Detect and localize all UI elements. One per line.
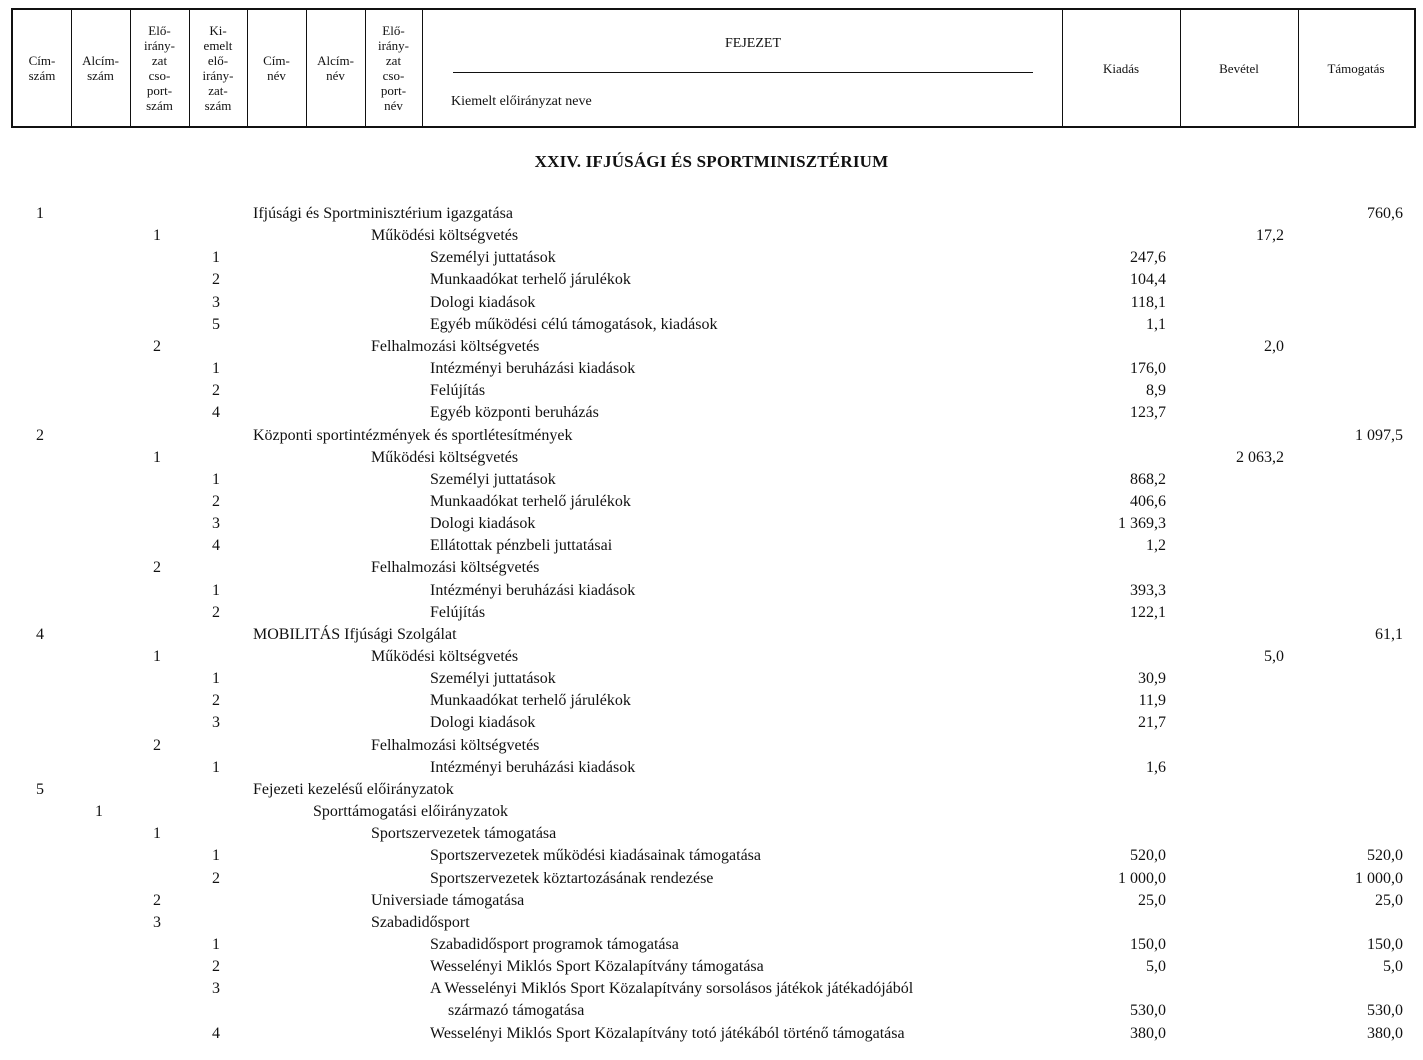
row-code: 2: [153, 891, 161, 909]
table-row: [0, 956, 1423, 978]
row-code: 1: [212, 470, 220, 488]
row-tamogatas: 61,1: [1375, 625, 1403, 643]
row-name: Ellátottak pénzbeli juttatásai: [430, 537, 613, 555]
row-code: 2: [153, 559, 161, 577]
row-name: Sporttámogatási előirányzatok: [313, 803, 509, 821]
row-kiadas: 176,0: [1130, 360, 1166, 378]
row-name: Szabadidősport: [371, 913, 470, 931]
row-tamogatas: 530,0: [1367, 1002, 1403, 1020]
table-row: [0, 469, 1423, 491]
header-cim-szam: Cím- szám: [13, 10, 72, 126]
row-code: 2: [212, 958, 220, 976]
row-kiadas: 1 000,0: [1118, 869, 1166, 887]
row-tamogatas: 1 000,0: [1355, 869, 1403, 887]
row-name: Wesselényi Miklós Sport Közalapítvány totó játékából történő támogatása: [430, 1024, 905, 1042]
row-name: Személyi juttatások: [430, 249, 556, 267]
row-code: 2: [153, 337, 161, 355]
table-row: [0, 557, 1423, 579]
row-code: 4: [36, 625, 44, 643]
row-bevetel: 2 063,2: [1236, 448, 1284, 466]
row-kiadas: 1,6: [1146, 758, 1166, 776]
row-name: Központi sportintézmények és sportlétesítmények: [253, 426, 573, 444]
row-name: Ifjúsági és Sportminisztérium igazgatása: [253, 205, 513, 222]
table-header: [11, 8, 1416, 128]
header-kiemelt-eloiranyzat-szam: Ki- emelt elő- irány- zat- szám: [189, 10, 248, 126]
page-title: XXIV. IFJÚSÁGI ÉS SPORTMINISZTÉRIUM: [534, 152, 889, 171]
row-tamogatas: 1 097,5: [1355, 426, 1403, 444]
table-row: [0, 624, 1423, 646]
row-tamogatas: 520,0: [1367, 847, 1403, 865]
row-code: 2: [212, 603, 220, 621]
table-row: [0, 668, 1423, 690]
row-name: Felújítás: [430, 603, 486, 621]
row-kiadas: 123,7: [1130, 404, 1166, 422]
row-code: 1: [212, 935, 220, 953]
row-code: 1: [153, 825, 161, 843]
row-code: 5: [36, 780, 44, 798]
row-name: Sportszervezetek támogatása: [371, 825, 557, 843]
header-cim-nev: Cím- név: [247, 10, 307, 126]
row-name: származó támogatása: [448, 1002, 585, 1020]
header-alcim-nev: Alcím- név: [306, 10, 366, 126]
row-code: 1: [95, 803, 103, 821]
row-name: Szabadidősport programok támogatása: [430, 935, 679, 953]
table-row: [0, 513, 1423, 535]
row-code: 5: [212, 315, 220, 333]
row-name: Fejezeti kezelésű előirányzatok: [253, 780, 454, 798]
row-kiadas: 247,6: [1130, 249, 1166, 267]
table-row: [0, 380, 1423, 402]
row-tamogatas: 25,0: [1375, 891, 1403, 909]
row-kiadas: 5,0: [1146, 958, 1166, 976]
row-tamogatas: 5,0: [1383, 958, 1403, 976]
row-code: 3: [212, 515, 220, 533]
row-code: 1: [212, 360, 220, 378]
row-code: 2: [153, 736, 161, 754]
row-kiadas: 530,0: [1130, 1002, 1166, 1020]
row-code: 1: [153, 227, 161, 245]
row-code: 2: [212, 382, 220, 400]
row-name: Dologi kiadások: [430, 714, 536, 732]
row-name: Felhalmozási költségvetés: [371, 337, 540, 355]
row-kiadas: 393,3: [1130, 581, 1166, 599]
table-row: [0, 580, 1423, 602]
row-code: 4: [212, 404, 220, 422]
row-bevetel: 5,0: [1264, 648, 1284, 665]
row-code: 1: [153, 448, 161, 466]
table-row: [0, 757, 1423, 779]
row-code: 2: [36, 426, 44, 444]
row-name: Felújítás: [430, 382, 486, 400]
row-code: 1: [212, 670, 220, 688]
row-kiadas: 406,6: [1130, 492, 1166, 510]
row-name: Universiade támogatása: [371, 891, 525, 909]
table-row: [0, 425, 1423, 447]
row-tamogatas: 760,6: [1367, 205, 1403, 222]
row-kiadas: 118,1: [1130, 293, 1166, 311]
row-code: 1: [153, 648, 161, 665]
table-row: [0, 845, 1423, 867]
row-code: 4: [212, 537, 220, 555]
table-row: [0, 358, 1423, 380]
row-tamogatas: 380,0: [1367, 1024, 1403, 1042]
table-row: [0, 1000, 1423, 1022]
row-code: 3: [212, 980, 220, 998]
table-row: [0, 447, 1423, 469]
row-name: Működési költségvetés: [371, 227, 519, 245]
table-row: [0, 602, 1423, 624]
row-code: 3: [153, 913, 161, 931]
table-row: [0, 1023, 1423, 1045]
row-kiadas: 122,1: [1130, 603, 1166, 621]
row-name: Munkaadókat terhelő járulékok: [430, 692, 631, 710]
header-kiemelt-eloiranyzat-neve: Kiemelt előirányzat neve: [451, 94, 592, 109]
table-row: [0, 735, 1423, 757]
row-tamogatas: 150,0: [1367, 935, 1403, 953]
row-code: 1: [212, 847, 220, 865]
row-name: Felhalmozási költségvetés: [371, 559, 540, 577]
row-name: Intézményi beruházási kiadások: [430, 758, 636, 776]
header-eloiranyzat-csoport-szam: Elő- irány- zat cso- port- szám: [130, 10, 190, 126]
row-name: Működési költségvetés: [371, 648, 519, 665]
row-code: 3: [212, 714, 220, 732]
row-kiadas: 520,0: [1130, 847, 1166, 865]
row-code: 1: [212, 581, 220, 599]
row-kiadas: 21,7: [1138, 714, 1166, 732]
row-name: Intézményi beruházási kiadások: [430, 581, 636, 599]
row-name: Intézményi beruházási kiadások: [430, 360, 636, 378]
row-name: Munkaadókat terhelő járulékok: [430, 271, 631, 289]
table-row: [0, 823, 1423, 845]
table-row: [0, 890, 1423, 912]
row-code: 1: [212, 758, 220, 776]
row-kiadas: 1,2: [1146, 537, 1166, 555]
row-name: Felhalmozási költségvetés: [371, 736, 540, 754]
row-code: 1: [212, 249, 220, 267]
row-code: 2: [212, 692, 220, 710]
row-kiadas: 104,4: [1130, 271, 1166, 289]
header-tamogatas: Támogatás: [1327, 60, 1385, 76]
row-kiadas: 1 369,3: [1118, 515, 1166, 533]
row-name: MOBILITÁS Ifjúsági Szolgálat: [253, 625, 457, 643]
fejezet-divider: [453, 72, 1033, 73]
header-kiadas: Kiadás: [1062, 10, 1181, 126]
row-code: 2: [212, 271, 220, 289]
table-row: [0, 336, 1423, 358]
table-row: [0, 247, 1423, 269]
row-bevetel: 17,2: [1256, 227, 1284, 245]
row-name: Dologi kiadások: [430, 293, 536, 311]
header-alcim-szam: Alcím- szám: [71, 10, 131, 126]
row-name: Egyéb működési célú támogatások, kiadások: [430, 315, 718, 333]
row-kiadas: 868,2: [1130, 470, 1166, 488]
table-row: [0, 225, 1423, 247]
row-name: A Wesselényi Miklós Sport Közalapítvány sorsolásos játékok játékadójából: [430, 980, 914, 998]
row-bevetel: 2,0: [1264, 337, 1284, 355]
table-row: [0, 868, 1423, 890]
table-row: [0, 269, 1423, 291]
row-name: Egyéb központi beruházás: [430, 404, 599, 422]
table-row: [0, 779, 1423, 801]
table-row: [0, 712, 1423, 734]
row-kiadas: 380,0: [1130, 1024, 1166, 1042]
table-row: [0, 292, 1423, 314]
row-name: Sportszervezetek köztartozásának rendezése: [430, 869, 714, 887]
row-name: Wesselényi Miklós Sport Közalapítvány támogatása: [430, 958, 764, 976]
table-row: [0, 314, 1423, 336]
row-name: Sportszervezetek működési kiadásainak támogatása: [430, 847, 761, 865]
row-kiadas: 8,9: [1146, 382, 1166, 400]
row-code: 2: [212, 492, 220, 510]
table-row: [0, 934, 1423, 956]
row-kiadas: 11,9: [1138, 692, 1166, 710]
row-kiadas: 1,1: [1146, 315, 1166, 333]
table-row: [0, 491, 1423, 513]
table-row: [0, 801, 1423, 823]
row-name: Személyi juttatások: [430, 470, 556, 488]
table-row: [0, 912, 1423, 934]
table-row: [0, 646, 1423, 668]
row-code: 4: [212, 1024, 220, 1042]
row-code: 1: [36, 205, 44, 222]
table-row: [0, 402, 1423, 424]
row-name: Személyi juttatások: [430, 670, 556, 688]
header-bevetel: Bevétel: [1180, 10, 1299, 126]
row-name: Működési költségvetés: [371, 448, 519, 466]
row-kiadas: 150,0: [1130, 935, 1166, 953]
table-row: [0, 203, 1423, 225]
table-row: [0, 535, 1423, 557]
header-eloiranyzat-csoport-nev: Elő- irány- zat cso- port- név: [365, 10, 423, 126]
header-fejezet: FEJEZET: [725, 36, 781, 51]
row-name: Munkaadókat terhelő járulékok: [430, 492, 631, 510]
row-code: 3: [212, 293, 220, 311]
row-kiadas: 25,0: [1138, 891, 1166, 909]
table-row: [0, 978, 1423, 1000]
row-code: 2: [212, 869, 220, 887]
row-kiadas: 30,9: [1138, 670, 1166, 688]
row-name: Dologi kiadások: [430, 515, 536, 533]
table-row: [0, 690, 1423, 712]
